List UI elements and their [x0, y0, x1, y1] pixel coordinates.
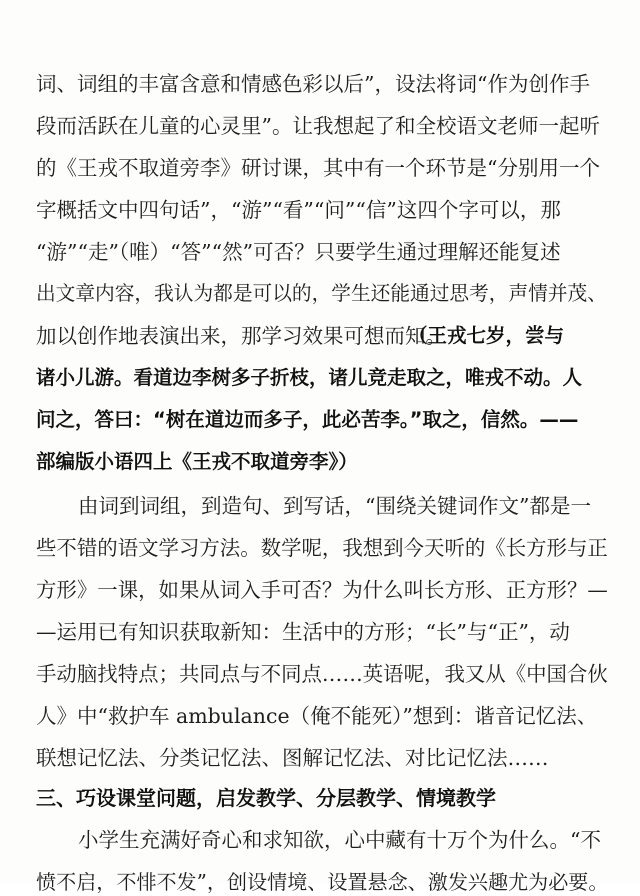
paragraph-line: —运用已有知识获取新知：生活中的方形；“长”与“正”，动 [36, 620, 570, 644]
paragraph-line: 小学生充满好奇心和求知欲，心中藏有十万个为什么。“不 [78, 828, 601, 852]
paragraph-line: 些不错的语文学习方法。数学呢，我想到今天听的《长方形与正 [36, 536, 608, 560]
paragraph-line: 联想记忆法、分类记忆法、图解记忆法、对比记忆法…… [36, 746, 549, 770]
quote-line: （王戎七岁，尝与 [408, 324, 565, 347]
paragraph-line: 方形》一课，如果从词入手可否？为什么叫长方形、正方形？— [36, 578, 608, 602]
paragraph-line: 的《王戎不取道旁李》研讨课，其中有一个环节是“分别用一个 [36, 156, 600, 180]
paragraph-line: 愤不启，不悱不发”，创设情境、设置悬念、激发兴趣尤为必要。 [36, 870, 609, 894]
paragraph-line: 词、词组的丰富含意和情感色彩以后”，设法将词“作为创作手 [36, 72, 590, 96]
quote-line: 诸小儿游。看道边李树多子折枝，诸儿竞走取之，唯戎不动。人 [36, 366, 583, 389]
quote-source-line: 部编版小语四上《王戎不取道旁李》） [36, 450, 358, 473]
paragraph-line: 人》中“救护车 ambulance（俺不能死）”想到：谐音记忆法、 [36, 704, 598, 728]
paragraph-line: 手动脑找特点；共同点与不同点……英语呢，我又从《中国合伙 [36, 662, 608, 686]
paragraph-line: 段而活跃在儿童的心灵里”。让我想起了和全校语文老师一起听 [36, 114, 600, 138]
quote-line: 问之，答曰：“树在道边而多子，此必苦李。”取之，信然。—— [36, 408, 579, 431]
paragraph-line: 由词到词组，到造句、到写话，“围绕关键词作文”都是一 [78, 494, 591, 518]
section-heading: 三、巧设课堂问题，启发教学、分层教学、情境教学 [36, 786, 496, 810]
paragraph-line: “游”“走”（唯）“答”“然”可否？只要学生通过理解还能复述 [36, 240, 561, 264]
paragraph-line: 字概括文中四句话”，“游”“看”“问”“信”这四个字可以，那 [36, 198, 561, 222]
paragraph-line: 加以创作地表演出来，那学习效果可想而知。 [36, 324, 446, 348]
paragraph-line: 出文章内容，我认为都是可以的，学生还能通过思考，声情并茂、 [36, 282, 607, 305]
